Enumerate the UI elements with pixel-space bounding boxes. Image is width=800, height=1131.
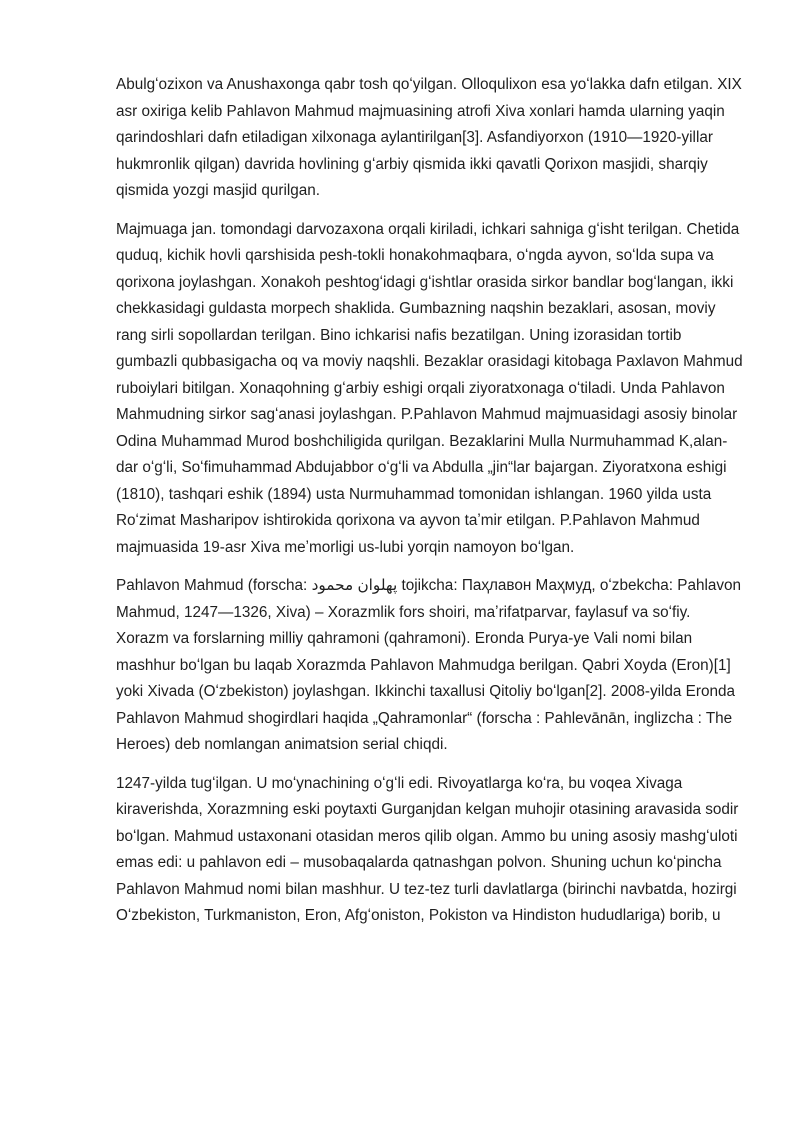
paragraph-1: Abulgʻozixon va Anushaxonga qabr tosh qoʻyilgan. Olloqulixon esa yoʻlakka dafn etilgan. XIX asr oxiriga kelib Pahlavon Mahmud majmuasining atrofi Xiva xonlari hamda ularning yaqin qarindoshlari dafn etiladigan xilxonaga aylantirilgan[3]. Asfandiyorxon (1910—1920-yillar hukmronlik qilgan) davrida hovlining gʻarbiy qismida ikki qavatli Qorixon masjidi, sharqiy qismida yozgi masjid qurilgan. xyxy=(116,76,742,199)
paragraph-4: 1247-yilda tugʻilgan. U moʻynachining oʻgʻli edi. Rivoyatlarga koʻra, bu voqea Xivaga kiraverishda, Xorazmning eski poytaxti Gurganjdan kelgan muhojir otasining aravasida sodir boʻlgan. Mahmud ustaxonani otasidan meros qilib olgan. Ammo bu uning asosiy mashgʻuloti emas edi: u pahlavon edi – musobaqalarda qatnashgan polvon. Shuning uchun koʻpincha Pahlavon Mahmud nomi bilan mashhur. U tez-tez turli davlatlarga (birinchi navbatda, hozirgi Oʻzbekiston, Turkmaniston, Eron, Afgʻoniston, Pokiston va Hindiston hududlariga) borib, u xyxy=(116,774,739,924)
document-page xyxy=(116,72,746,942)
paragraph-3: Pahlavon Mahmud (forscha: پهلوان محمود‎ tojikcha: Паҳлавон Маҳмуд, oʻzbekcha: Pahlavon Mahmud, 1247—1326, Xiva) – Xorazmlik fors shoiri, maʼrifatparvar, faylasuf va soʻfiy. Xorazm va forslarning milliy qahramoni (qahramoni). Eronda Purya-ye Vali nomi bilan mashhur boʻlgan bu laqab Xorazmda Pahlavon Mahmudga berilgan. Qabri Xoyda (Eron)[1] yoki Xivada (Oʻzbekiston) joylashgan. Ikkinchi taxallusi Qitoliy boʻlgan[2]. 2008-yilda Eronda Pahlavon Mahmud shogirdlari haqida „Qahramonlar“ (forscha : Pahlevānān, inglizcha : The Heroes) deb nomlangan animatsion serial chiqdi. xyxy=(116,577,742,753)
paragraph-2: Majmuaga jan. tomondagi darvozaxona orqali kiriladi, ichkari sahniga gʻisht terilgan. Chetida quduq, kichik hovli qarshisida pesh-tokli honakohmaqbara, oʻngda ayvon, soʻlda supa va qorixona joylashgan. Xonakoh peshtogʻidagi gʻishtlar orasida sirkor bandlar bogʻlangan, ikki chekkasidagi guldasta morpech shaklida. Gumbazning naqshin bezaklari, asosan, moviy rang sirli sopollardan terilgan. Bino ichkarisi nafis bezatilgan. Uning izorasidan tortib gumbazli qubbasigacha oq va moviy naqshli. Bezaklar orasidagi kitobaga Paxlavon Mahmud ruboiylari bitilgan. Xonaqohning gʻarbiy eshigi orqali ziyoratxonaga oʻtiladi. Unda Pahlavon Mahmudning sirkor sagʻanasi joylashgan. P.Pahlavon Mahmud majmuasidagi asosiy binolar Odina Muhammad Murod boshchiligida qurilgan. Bezaklarini Mulla Nurmuhammad K,alan-dar oʻgʻli, Soʻfimuhammad Abdujabbor oʻgʻli va Abdulla „jin“lar bajargan. Ziyoratxona eshigi (1810), tashqari eshik (1894) usta Nurmuhammad tomonidan ishlangan. 1960 yilda usta Roʻzimat Masharipov ishtirokida qorixona va ayvon taʼmir etilgan. P.Pahlavon Mahmud majmuasida 19-asr Xiva meʼmorligi us-lubi yorqin namoyon boʻlgan. xyxy=(116,220,743,556)
